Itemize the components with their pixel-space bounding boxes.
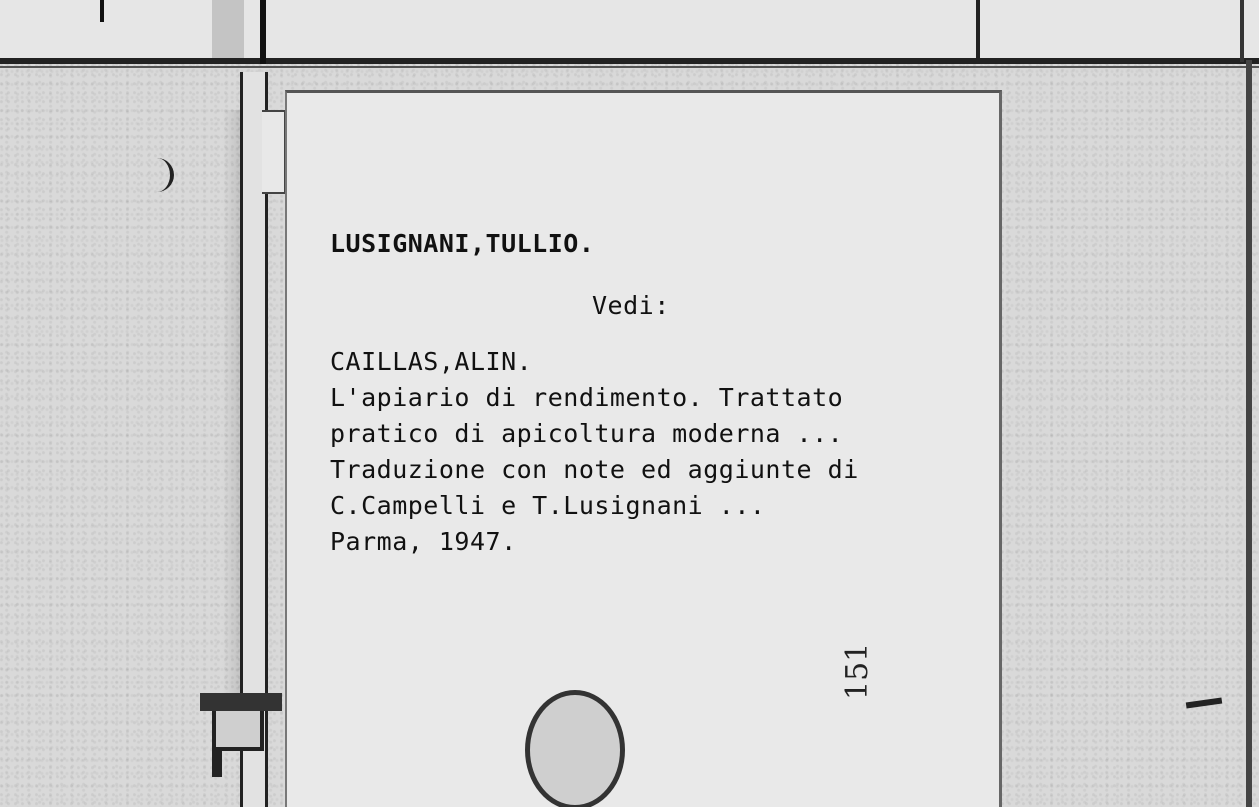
card-number-stamp: 151	[840, 642, 875, 700]
binder-clamp	[200, 693, 282, 711]
card-heading: LUSIGNANI,TULLIO.	[330, 229, 595, 258]
reference-line: pratico di apicoltura moderna ...	[330, 419, 844, 448]
top-divider-line-secondary	[0, 66, 1259, 68]
top-tick-edge	[1240, 0, 1244, 62]
reference-line: Traduzione con note ed aggiunte di	[330, 455, 859, 484]
binder-rod-inner	[262, 110, 286, 194]
reference-author: CAILLAS,ALIN.	[330, 347, 533, 376]
reference-line: C.Campelli e T.Lusignani ...	[330, 491, 766, 520]
binder-clamp-foot	[212, 747, 222, 777]
reference-line: L'apiario di rendimento. Trattato	[330, 383, 844, 412]
see-reference-label: Vedi:	[592, 291, 670, 320]
card-punch-hole	[525, 690, 625, 807]
reference-line: Parma, 1947.	[330, 527, 517, 556]
card-text-block	[330, 226, 970, 560]
top-tick-right	[976, 0, 980, 58]
binder-clamp-bracket	[212, 711, 264, 751]
top-tick-rod	[260, 0, 266, 64]
top-tick-left	[100, 0, 104, 22]
right-edge-line	[1246, 60, 1252, 807]
left-margin-mark	[150, 158, 174, 192]
top-card-strip	[0, 0, 1259, 62]
right-margin-mark	[1186, 698, 1222, 709]
top-speckle	[212, 0, 244, 60]
top-divider-line	[0, 58, 1259, 64]
